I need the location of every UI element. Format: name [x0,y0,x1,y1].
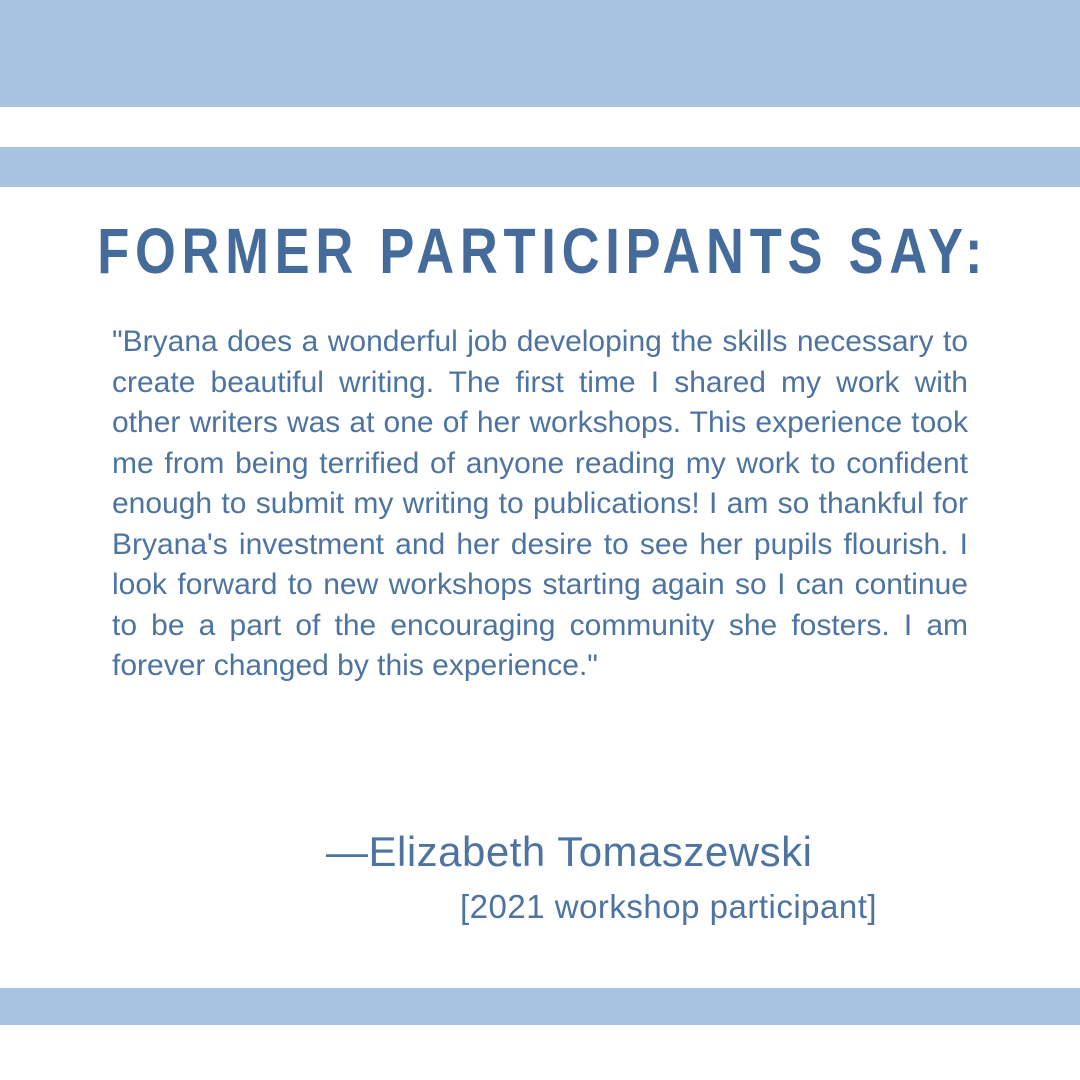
page-title: FORMER PARTICIPANTS SAY: [97,215,989,287]
top-stripe [0,147,1080,187]
bottom-stripe [0,988,1080,1025]
top-band [0,0,1080,107]
attribution-name: —Elizabeth Tomaszewski [326,828,813,875]
testimonial-quote: "Bryana does a wonderful job developing the skills necessary to create beautiful writing. The first time I shared my work with other writers was at one of her workshops. This experience took me from being terrified of anyone reading my work to confident enough to submit my writing to publications! I am so thankful for Bryana's investment and her desire to see her pupils flourish. I look forward to new workshops starting again so I can continue to be a part of the encouraging community she fosters. I am forever changed by this experience." [112,325,968,682]
attribution-detail: [2021 workshop participant] [460,888,878,925]
